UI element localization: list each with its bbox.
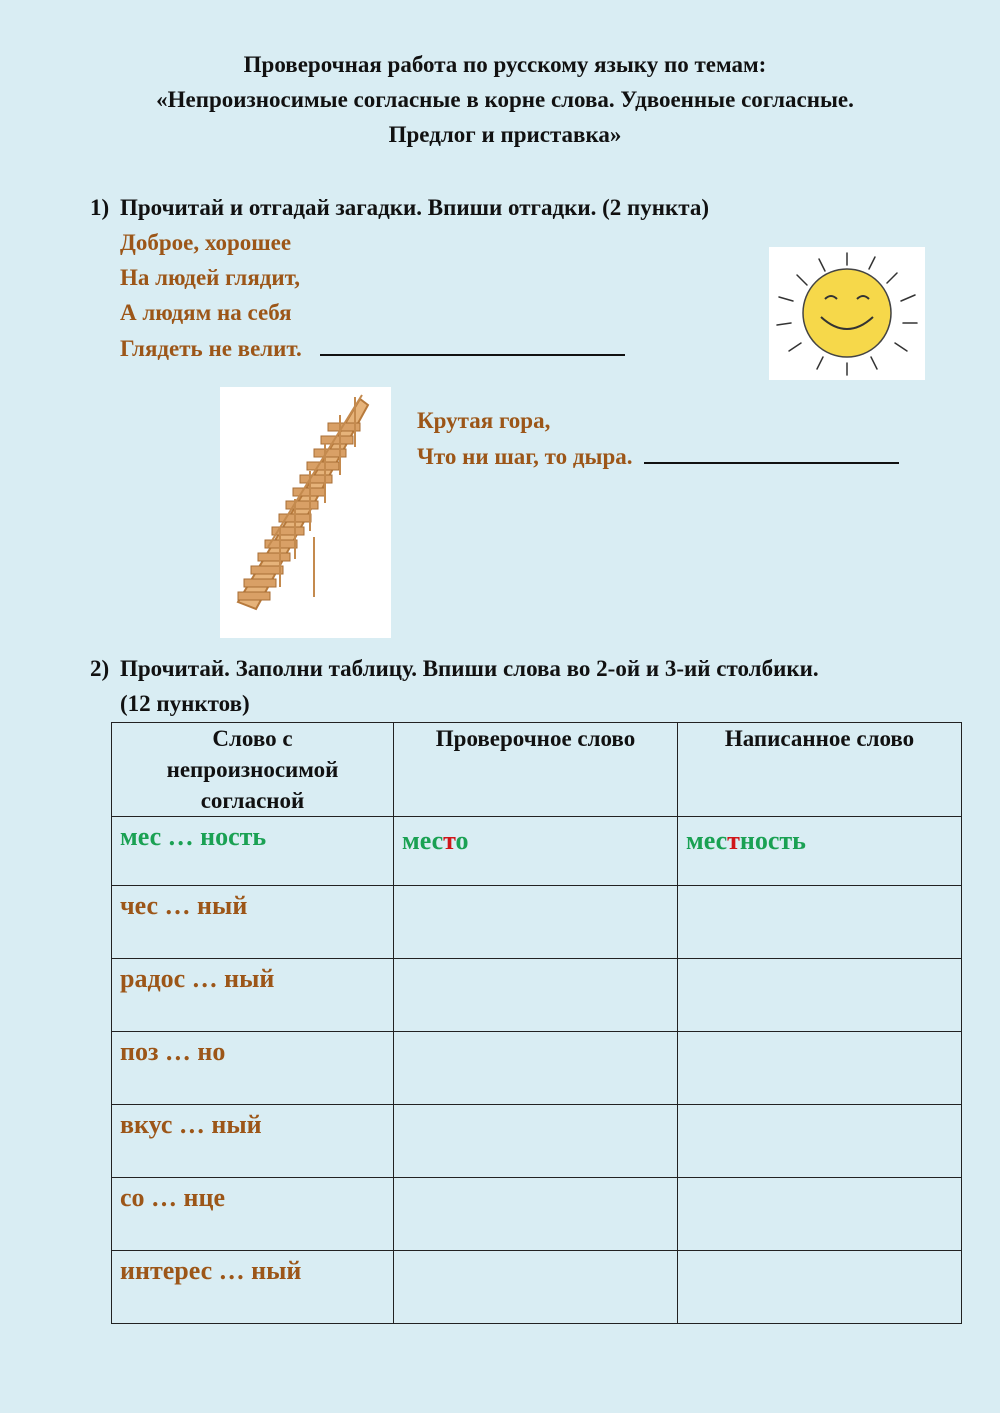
header-word-line: Слово с — [212, 726, 293, 751]
task-1-number: 1) — [90, 195, 110, 220]
task-2-heading — [90, 651, 990, 723]
written-word-cell[interactable] — [678, 959, 962, 1032]
riddle-2-last-line: Что ни шаг, то дыра. — [417, 444, 633, 469]
stairs-icon — [220, 387, 391, 638]
table-row — [112, 1251, 962, 1324]
answer-2-blank[interactable] — [644, 438, 899, 464]
example-written-letter: т — [727, 826, 740, 855]
task-1-text: Прочитай и отгадай загадки. Впиши отгадки. (2 пункта) — [120, 195, 710, 220]
header-word — [112, 723, 394, 817]
title-line-1: Проверочная работа по русскому языку по темам: — [243, 52, 767, 77]
table-header-row — [112, 723, 962, 817]
riddle-1 — [120, 225, 680, 366]
written-word-cell[interactable] — [678, 886, 962, 959]
header-written-word: Написанное слово — [678, 723, 962, 817]
check-word-cell[interactable] — [394, 886, 678, 959]
example-written — [686, 817, 953, 856]
word-cell: со … нце — [112, 1178, 394, 1251]
example-written-part: ность — [739, 826, 806, 855]
word-cell: чес … ный — [112, 886, 394, 959]
check-word-cell[interactable] — [394, 1178, 678, 1251]
riddle-2-line — [417, 438, 947, 474]
riddle-2-line: Крутая гора, — [417, 408, 551, 433]
task-2-number: 2) — [90, 656, 110, 681]
example-word-text: мес … ность — [120, 822, 267, 851]
check-word-cell[interactable] — [394, 1105, 678, 1178]
header-check-word: Проверочное слово — [394, 723, 678, 817]
written-word-cell[interactable] — [678, 1105, 962, 1178]
written-word-cell[interactable] — [678, 1251, 962, 1324]
table-row — [112, 1105, 962, 1178]
check-word-cell[interactable] — [394, 1251, 678, 1324]
page-title — [60, 47, 950, 152]
riddle-1-line: Доброе, хорошее — [120, 230, 292, 255]
example-word — [112, 817, 394, 886]
example-check-letter: т — [443, 826, 456, 855]
word-cell: радос … ный — [112, 959, 394, 1032]
header-word-line: согласной — [200, 788, 305, 813]
words-table — [111, 722, 962, 1324]
written-word-cell[interactable] — [678, 1178, 962, 1251]
title-line-2: «Непроизносимые согласные в корне слова. Удвоенные согласные. — [156, 87, 854, 112]
example-check — [402, 817, 669, 856]
written-word-cell[interactable] — [678, 1032, 962, 1105]
word-cell: интерес … ный — [112, 1251, 394, 1324]
example-check-part: о — [455, 826, 469, 855]
example-check-cell[interactable] — [394, 817, 678, 886]
riddle-1-last-line: Глядеть не велит. — [120, 336, 302, 361]
riddle-1-line: На людей глядит, — [120, 265, 300, 290]
task-2-text: Прочитай. Заполни таблицу. Впиши слова во 2-ой и 3-ий столбики. — [120, 656, 819, 681]
task-2-points: (12 пунктов) — [120, 691, 250, 716]
riddle-1-line — [120, 330, 680, 366]
word-cell: вкус … ный — [112, 1105, 394, 1178]
example-written-cell[interactable] — [678, 817, 962, 886]
word-cell: поз … но — [112, 1032, 394, 1105]
table-row — [112, 886, 962, 959]
table-row — [112, 959, 962, 1032]
header-word-line: непроизносимой — [166, 757, 339, 782]
answer-1-blank[interactable] — [320, 330, 625, 356]
riddle-1-line: А людям на себя — [120, 300, 292, 325]
table-row-example — [112, 817, 962, 886]
title-line-3: Предлог и приставка» — [388, 122, 622, 147]
check-word-cell[interactable] — [394, 1032, 678, 1105]
sun-icon — [769, 247, 925, 380]
check-word-cell[interactable] — [394, 959, 678, 1032]
table-row — [112, 1032, 962, 1105]
table-row — [112, 1178, 962, 1251]
example-check-part: мес — [402, 826, 444, 855]
riddle-2 — [417, 403, 947, 474]
example-written-part: мес — [686, 826, 728, 855]
